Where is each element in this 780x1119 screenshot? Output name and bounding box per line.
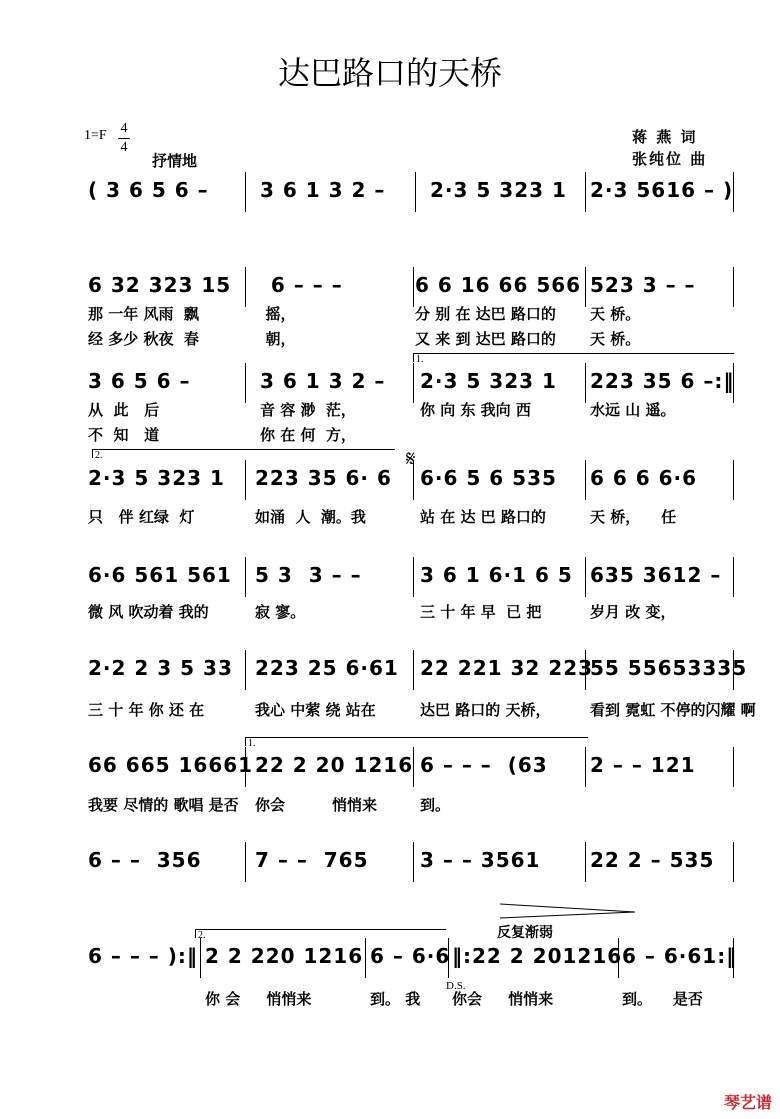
measure-notes: ( 3 6 5 6 – <box>88 178 209 202</box>
barline <box>413 747 414 787</box>
measure-notes: ‖:22 2 201216 <box>452 944 623 968</box>
barline <box>733 460 734 500</box>
volta-label: 1. <box>416 354 424 365</box>
lyric-line: 站 在 达 巴 路口的 <box>420 508 546 526</box>
barline <box>245 172 246 212</box>
measure-notes: 22 221 32 223 <box>420 656 594 680</box>
volta-1-bracket <box>245 737 588 749</box>
barline <box>733 842 734 882</box>
measure-notes: 6 – – – ):‖ <box>88 944 198 968</box>
lyric-line: 我要 尽情的 歌唱 是否 <box>88 796 239 814</box>
ds-marking: D.S. <box>446 980 466 992</box>
measure-notes: 223 25 6·61 <box>255 656 399 680</box>
lyric-line: 你 在 何 方， <box>260 426 356 444</box>
time-bottom: 4 <box>120 140 128 155</box>
measure-notes: 7 – – 765 <box>255 848 369 872</box>
lyric-line: 朝， <box>255 330 296 348</box>
segno-sign: 𝄋 <box>406 446 416 471</box>
lyric-line: 到。 是否 <box>622 990 703 1008</box>
barline <box>585 267 586 307</box>
barline <box>585 557 586 597</box>
lyric-line: 我心 中萦 绕 站在 <box>255 701 376 719</box>
dynamic-marking: 反复渐弱 <box>497 925 553 941</box>
measure-notes: 6·6 5 6 535 <box>420 466 557 490</box>
lyric-line: 水远 山 遥。 <box>590 401 676 419</box>
barline <box>245 460 246 500</box>
barline <box>245 363 246 403</box>
lyric-line: 音 容 渺 茫， <box>260 401 356 419</box>
barline <box>585 363 586 403</box>
barline <box>585 460 586 500</box>
lyric-line: 达巴 路口的 天桥， <box>420 701 551 719</box>
volta-label: 2. <box>198 930 206 941</box>
time-top: 4 <box>120 121 128 136</box>
lyric-line: 天 桥。 <box>590 305 641 323</box>
measure-notes: 66 665 16661 <box>88 753 254 777</box>
measure-notes: 6·6 561 561 <box>88 563 232 587</box>
composer-credit: 张纯位 曲 <box>632 150 708 168</box>
tempo-marking: 抒情地 <box>152 152 198 170</box>
lyric-line: 到。 <box>420 796 451 814</box>
barline <box>585 842 586 882</box>
measure-notes: 5 3 3 – – <box>255 563 362 587</box>
lyric-line: 又 来 到 达巴 路口的 <box>415 330 556 348</box>
lyric-line: 三 十 年 早 已 把 <box>420 603 542 621</box>
lyric-line: 看到 霓虹 不停的闪耀 啊 <box>590 701 756 719</box>
measure-notes: 3 6 5 6 – <box>88 369 191 393</box>
barline <box>733 267 734 307</box>
lyric-line: 如涌 人 潮。我 <box>255 508 366 526</box>
lyric-line: 不 知 道 <box>88 426 160 444</box>
lyric-line: 你 会 悄悄来 <box>205 990 312 1008</box>
volta-2-bracket <box>195 929 446 941</box>
lyric-line: 那 一年 风雨 飘 <box>88 305 199 323</box>
lyricist-credit: 蒋 燕 词 <box>632 128 698 146</box>
lyric-line: 岁月 改 变， <box>590 603 676 621</box>
measure-notes: 223 35 6 –:‖ <box>590 369 735 393</box>
measure-notes: 3 6 1 3 2 – <box>260 178 386 202</box>
lyric-line: 摇， <box>255 305 296 323</box>
measure-notes: 223 35 6· 6 <box>255 466 392 490</box>
lyric-line: 寂 寥。 <box>255 603 306 621</box>
lyric-line: 天 桥。 <box>590 330 641 348</box>
barline <box>413 267 414 307</box>
barline <box>413 460 414 500</box>
measure-notes: 6 – – – (63 <box>420 753 548 777</box>
lyric-line: 你会 悄悄来 <box>452 990 554 1008</box>
measure-notes: 6 – – 356 <box>88 848 202 872</box>
logo-text: 琴艺谱 <box>723 1093 772 1112</box>
lyric-line: 只 伴 红绿 灯 <box>88 508 195 526</box>
measure-notes: 6 – – – <box>255 273 343 297</box>
measure-notes: 2·3 5616 – ) <box>590 178 734 202</box>
measure-notes: 2·3 5 323 1 <box>420 369 557 393</box>
key-signature: 1=F <box>84 128 107 143</box>
measure-notes: 2·3 5 323 1 <box>88 466 225 490</box>
measure-notes: 523 3 – – <box>590 273 696 297</box>
measure-notes: 2·3 5 323 1 <box>430 178 567 202</box>
lyric-line: 你 向 东 我向 西 <box>420 401 531 419</box>
lyric-line: 到。 我 <box>370 990 421 1008</box>
lyric-line: 分 别 在 达巴 路口的 <box>415 305 556 323</box>
measure-notes: 6 32 323 15 <box>88 273 232 297</box>
measure-notes: 6 6 16 66 566 <box>415 273 582 297</box>
lyric-line: 三 十 年 你 还 在 <box>88 701 205 719</box>
measure-notes: 3 6 1 3 2 – <box>260 369 386 393</box>
measure-notes: 6 – 6·6 <box>370 944 451 968</box>
measure-notes: 22 2 – 535 <box>590 848 715 872</box>
barline <box>200 938 201 978</box>
barline <box>415 172 416 212</box>
barline <box>413 557 414 597</box>
time-signature <box>118 120 130 157</box>
measure-notes: 55 55653335 <box>590 656 748 680</box>
barline <box>245 650 246 690</box>
barline <box>733 172 734 212</box>
measure-notes: 2 2 220 1216 <box>205 944 364 968</box>
lyric-line: 你会 悄悄来 <box>255 796 378 814</box>
barline <box>733 747 734 787</box>
barline <box>365 938 366 978</box>
measure-notes: 635 3612 – <box>590 563 722 587</box>
lyric-line: 微 风 吹动着 我的 <box>88 603 209 621</box>
lyric-line: 经 多少 秋夜 春 <box>88 330 199 348</box>
barline <box>245 842 246 882</box>
watermark-logo <box>724 1090 772 1113</box>
measure-notes: 3 – – 3561 <box>420 848 541 872</box>
barline <box>413 363 414 403</box>
barline <box>413 842 414 882</box>
measure-notes: 6 – 6·61:‖ <box>622 944 738 968</box>
volta-2-bracket <box>92 449 395 461</box>
barline <box>733 557 734 597</box>
measure-notes: 3 6 1 6·1 6 5 <box>420 563 573 587</box>
volta-label: 1. <box>248 738 256 749</box>
lyric-line: 天 桥， 任 <box>590 508 677 526</box>
song-title: 达巴路口的天桥 <box>277 54 502 92</box>
measure-notes: 6 6 6 6·6 <box>590 466 698 490</box>
measure-notes: 2 – – 121 <box>590 753 696 777</box>
measure-notes: 22 2 20 1216 <box>255 753 414 777</box>
barline <box>585 172 586 212</box>
barline <box>585 747 586 787</box>
barline <box>245 557 246 597</box>
measure-notes: 2·2 2 3 5 33 <box>88 656 233 680</box>
lyric-line: 从 此 后 <box>88 401 160 419</box>
volta-label: 2. <box>95 450 103 461</box>
barline <box>413 650 414 690</box>
decrescendo-icon <box>500 900 640 920</box>
barline <box>245 267 246 307</box>
volta-1-bracket <box>413 353 734 365</box>
